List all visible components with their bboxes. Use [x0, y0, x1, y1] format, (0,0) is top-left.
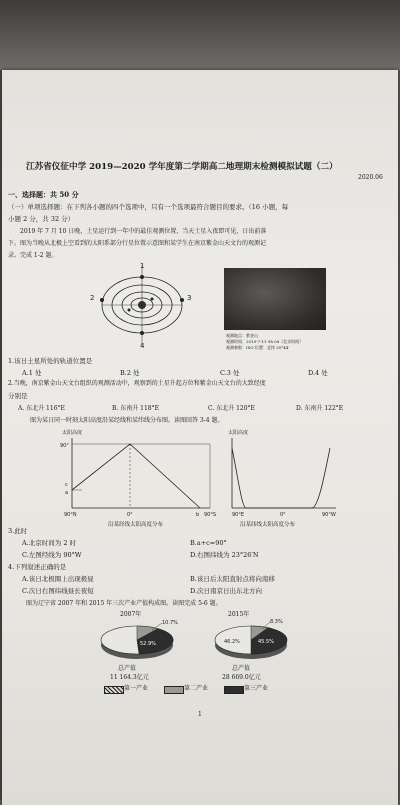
- intro2-text: 图为某日同一时刻太阳高度沿某经线和某纬线分布图。读图回答 3-4 题。: [30, 417, 224, 424]
- orbit-label-3: 3: [187, 294, 192, 302]
- legend-primary: 第一产业: [124, 685, 149, 692]
- pie-2015-total-label: 总产值: [232, 665, 251, 672]
- page-number: 1: [198, 711, 202, 718]
- q4-option-c: C.次日右图纬线昼长夜短: [22, 587, 94, 595]
- orbit-label-1: 1: [140, 262, 145, 270]
- q2-option-d: D. 东南升 122°E: [296, 405, 344, 412]
- q2-option-c: C. 东北升 120°E: [208, 405, 255, 412]
- orbit-label-2: 2: [90, 294, 95, 302]
- legend-swatch-primary: [104, 686, 124, 694]
- q1-stem: 1.该日土星所处的轨道位置是: [8, 357, 93, 365]
- q4-option-d: D.次日南京日出东北方向: [190, 587, 263, 595]
- q4-option-a: A.该日北极圈上出现极昼: [22, 575, 94, 583]
- meridian-x-mid: 0°: [127, 512, 133, 518]
- q1-option-d: D.4 处: [308, 369, 328, 377]
- pie-2015-pct2: 45.5%: [258, 639, 274, 645]
- parallel-x-right: 90°W: [322, 512, 336, 518]
- meridian-y-c: c: [65, 482, 68, 488]
- q3-option-a: A.北京时间为 2 时: [22, 539, 77, 547]
- photo-caption-1: 观测地点：紫金山: [226, 333, 258, 338]
- parallel-chart-caption: 沿某纬线太阳高度分布: [240, 522, 296, 528]
- observation-photo: [224, 268, 326, 330]
- pie-2007-total-label: 总产值: [118, 665, 137, 672]
- meridian-chart: [58, 428, 226, 528]
- pie-2007: [82, 618, 192, 664]
- q3-stem: 3.此时: [8, 527, 28, 535]
- legend-tertiary: 第三产业: [244, 685, 269, 692]
- intro-line-3: 录。完成 1-2 题。: [8, 252, 58, 259]
- photo-caption-2: 观测时间：2019-7-11 9h 08（北京时间）: [226, 339, 304, 344]
- pie-2007-pct1: 10.7%: [162, 620, 178, 626]
- pie-2015-pct1: 8.3%: [270, 619, 283, 625]
- q3-option-c: C.左图经线为 90°W: [22, 551, 82, 559]
- intro-line-2: 下。图为当晚从北极上空看到的太阳系部分行星位置示意图和某学生在南京紫金山天文台的观测记: [8, 240, 267, 247]
- pie-2007-pct2: 52.9%: [140, 641, 156, 647]
- parallel-chart: [226, 428, 348, 528]
- legend-secondary: 第二产业: [184, 685, 209, 692]
- meridian-x-b: b: [196, 512, 200, 518]
- q3-option-b: B.a+c=90°: [190, 539, 227, 547]
- pie-2015-year: 2015年: [228, 611, 250, 618]
- q2-option-b: B. 东南升 118°E: [112, 405, 159, 412]
- pie-2007-total-value: 11 164.3亿元: [110, 674, 149, 681]
- orbit-diagram: [84, 260, 204, 350]
- q1-option-c: C.3 处: [220, 369, 240, 377]
- photo-caption-3: 观测参数：ISO 位置：北纬 35°44′: [226, 345, 290, 350]
- intro3-text: 图为辽宁省 2007 年和 2015 年三次产业产值构成图。读图完成 5-6 题。: [26, 600, 222, 607]
- q4-option-b: B.该日后太阳直射点将向南移: [190, 575, 275, 583]
- section-subheading-1: （一）单项选择题：在下列各小题的四个选项中，只有一个选项最符合题目的要求。（16 小题，每: [8, 203, 289, 211]
- q2-stem-1: 2.当晚，南京紫金山天文台组织的观测活动中，观察到的土星升起方位和紫金山天文台的大致经度: [8, 380, 266, 387]
- meridian-x-left: 90°N: [64, 512, 77, 518]
- q2-stem-2: 分别是: [8, 392, 28, 400]
- q4-stem: 4.下列叙述正确的是: [8, 563, 67, 571]
- pie-2007-year: 2007年: [120, 611, 142, 618]
- meridian-chart-caption: 沿某经线太阳高度分布: [108, 522, 164, 528]
- exam-date: 2020.06: [358, 174, 383, 181]
- intro-line-1: 2019 年 7 月 10 日晚，土星运行到一年中的最佳观测位置，当天土星入夜即可见，日出前落: [20, 228, 267, 235]
- q2-option-a: A. 东北升 116°E: [18, 405, 65, 412]
- legend-swatch-tertiary: [224, 686, 244, 694]
- pie-2015: [196, 618, 306, 664]
- meridian-y-a: a: [65, 490, 69, 496]
- legend-swatch-secondary: [164, 686, 184, 694]
- parallel-chart-ylabel: 太阳高度: [228, 430, 249, 436]
- q3-option-d: D.右图纬线为 23°26′N: [190, 551, 259, 559]
- background-top: [0, 0, 400, 70]
- q1-option-a: A.1 处: [22, 369, 42, 377]
- q1-option-b: B.2 处: [120, 369, 140, 377]
- meridian-chart-ylabel: 太阳高度: [62, 430, 83, 436]
- orbit-label-4: 4: [140, 342, 145, 350]
- pie-2015-pct3: 46.2%: [224, 639, 240, 645]
- meridian-x-right: 90°S: [204, 512, 217, 518]
- meridian-y-top: 90°: [60, 443, 69, 449]
- pie-2015-total-value: 28 669.0亿元: [222, 674, 261, 681]
- parallel-x-left: 90°E: [232, 512, 245, 518]
- section-heading: 一、选择题：共 50 分: [8, 190, 79, 199]
- section-subheading-2: 小题 2 分，共 32 分）: [8, 215, 75, 223]
- parallel-x-mid: 0°: [280, 512, 286, 518]
- exam-title: 江苏省仪征中学 2019—2020 学年度第二学期高二地理期末检测模拟试题（二）: [26, 162, 338, 172]
